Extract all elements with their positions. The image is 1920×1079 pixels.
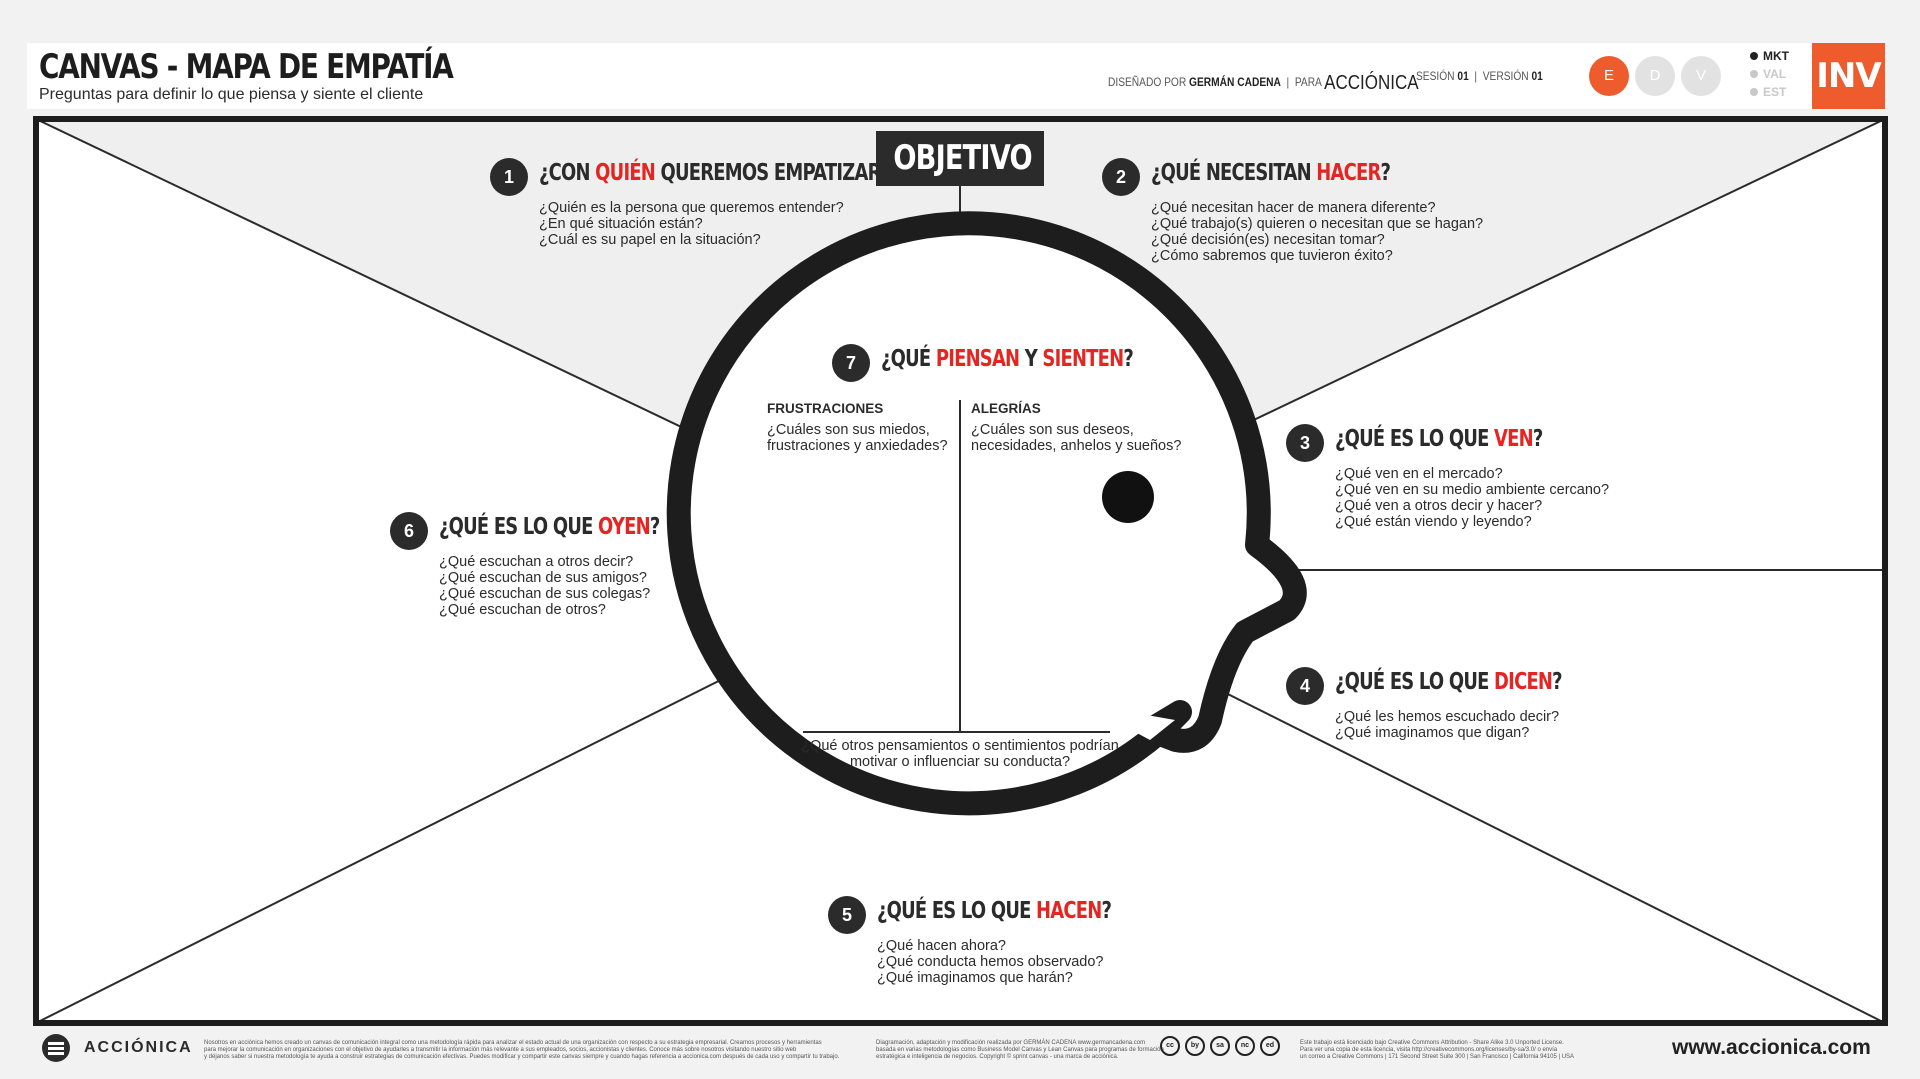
title-highlight: PIENSAN: [935, 346, 1020, 372]
section-questions: [877, 938, 1104, 986]
title-part: ¿QUÉ ES LO QUE: [1335, 426, 1495, 452]
section-number: 2: [1102, 158, 1140, 196]
bullet-icon: [1750, 70, 1758, 78]
section-number: 7: [832, 344, 870, 382]
question: ¿Qué ven en el mercado?: [1335, 466, 1503, 482]
question: motivar o influenciar su conducta?: [849, 754, 1071, 770]
question: ¿Qué necesitan hacer de manera diferente?: [1151, 200, 1436, 216]
question: ¿Qué imaginamos que digan?: [1335, 725, 1530, 741]
title-highlight: VEN: [1494, 426, 1533, 452]
tag-val[interactable]: [1750, 67, 1786, 81]
cc-by-icon: by: [1185, 1036, 1205, 1056]
section-title: [539, 160, 890, 186]
phase-v-button[interactable]: V: [1681, 56, 1721, 96]
question: ¿Qué trabajo(s) quieren o necesitan que se hagan?: [1151, 216, 1484, 232]
title-part: ¿QUÉ ES LO QUE: [439, 514, 599, 540]
fine-line: Para ver una copia de esta licencia, visita http://creativecommons.org/licenses/by-sa/3.0/ o envía: [1300, 1047, 1558, 1053]
footer-brand: ACCIÓNICA: [84, 1039, 193, 1056]
question: ¿Cuál es su papel en la situación?: [539, 232, 761, 248]
title-part: ?: [1380, 160, 1391, 186]
title-part: ?: [1552, 669, 1562, 695]
question: ¿Cómo sabremos que tuvieron éxito?: [1151, 248, 1393, 264]
question: ¿Cuáles son sus deseos,: [971, 422, 1134, 438]
section-questions: [1335, 466, 1609, 530]
question: necesidades, anhelos y sueños?: [971, 438, 1182, 454]
section-number: 5: [828, 896, 866, 934]
joys-heading: ALEGRÍAS: [971, 401, 1041, 416]
frustrations-heading: FRUSTRACIONES: [767, 401, 884, 416]
session-label: SESIÓN: [1416, 69, 1455, 83]
footer: [0, 1030, 1920, 1079]
question: ¿Qué están viendo y leyendo?: [1335, 514, 1532, 530]
title-part: QUEREMOS EMPATIZAR?: [655, 160, 891, 186]
title-highlight: HACEN: [1036, 898, 1102, 924]
frustrations-questions: [767, 422, 948, 454]
section-questions: [1151, 200, 1483, 264]
section-questions: [1335, 709, 1559, 741]
objective-label: [876, 131, 1044, 186]
question: ¿Qué ven en su medio ambiente cercano?: [1335, 482, 1610, 498]
version-label: VERSIÓN: [1482, 69, 1529, 83]
section-number: 3: [1286, 424, 1324, 462]
client-brand: ACCIÓNICA: [1324, 72, 1419, 94]
for-label: PARA: [1294, 75, 1322, 89]
tag-label: MKT: [1763, 49, 1789, 63]
cc-nc-icon: nc: [1235, 1036, 1255, 1056]
fine-line: basada en varias metodologías como Business Model Canvas y Lean Canvas para programas de formación: [876, 1047, 1164, 1053]
bullet-icon: [1750, 52, 1758, 60]
bullet-icon: [1750, 88, 1758, 96]
question: ¿Qué conducta hemos observado?: [877, 954, 1104, 970]
phase-e-button[interactable]: E: [1589, 56, 1629, 96]
question: ¿Quién es la persona que queremos entender?: [539, 200, 844, 216]
section-title: [1335, 426, 1543, 452]
cc-ed-icon: ed: [1260, 1036, 1280, 1056]
question: ¿Qué otros pensamientos o sentimientos podrían: [801, 738, 1119, 754]
fine-line: para mejorar la comunicación en organizaciones con el objetivo de ayudarles a transmitir la información más relevante a sus empleados, socios, accionistas y clientes. Conoce más sobre nosotros visitando nuestro sitio web: [204, 1047, 797, 1053]
section-title: [881, 346, 1133, 372]
title-part: ¿CON: [539, 160, 596, 186]
website-link[interactable]: www.accionica.com: [1672, 1036, 1871, 1059]
question: ¿Cuáles son sus miedos,: [767, 422, 930, 438]
title-part: ¿QUÉ NECESITAN: [1151, 160, 1317, 186]
question: ¿Qué escuchan de sus colegas?: [439, 586, 651, 602]
section-title: [877, 898, 1111, 924]
question: ¿Qué imaginamos que harán?: [877, 970, 1073, 986]
header: [27, 43, 1885, 109]
other-thoughts-question: [800, 738, 1120, 770]
question: frustraciones y anxiedades?: [767, 438, 948, 454]
title-highlight: DICEN: [1494, 669, 1553, 695]
title-highlight: OYEN: [598, 514, 650, 540]
question: ¿Qué decisión(es) necesitan tomar?: [1151, 232, 1385, 248]
fine-line: un correo a Creative Commons | 171 Second Street Suite 300 | San Francisco | California 94105 | USA: [1300, 1054, 1575, 1060]
page-subtitle: Preguntas para definir lo que piensa y siente el cliente: [39, 86, 424, 103]
title-highlight: QUIÉN: [595, 160, 656, 186]
fine-line: estratégica e inteligencia de negocios. Copyright © sprint canvas - una marca de acciónica.: [876, 1054, 1119, 1060]
joys-questions: [971, 422, 1181, 454]
about-text: [204, 1040, 839, 1061]
question: ¿Qué les hemos escuchado decir?: [1335, 709, 1560, 725]
accionica-logo-icon: [40, 1032, 72, 1064]
section-title: [1151, 160, 1390, 186]
section-number: 4: [1286, 667, 1324, 705]
tag-label: EST: [1763, 85, 1787, 99]
phase-d-button[interactable]: D: [1635, 56, 1675, 96]
cc-sa-icon: sa: [1210, 1036, 1230, 1056]
section-questions: [539, 200, 844, 248]
cc-icon: cc: [1160, 1036, 1180, 1056]
fine-line: Nosotros en acciónica hemos creado un canvas de comunicación integral como una metodología rápida para analizar el estado actual de una organización con respecto a su estrategia empresarial. Creamos procesos y herramientas: [204, 1040, 822, 1046]
page-title: CANVAS - MAPA DE EMPATÍA: [39, 47, 453, 87]
question: ¿Qué escuchan de otros?: [439, 602, 606, 618]
eye: [1102, 471, 1154, 523]
question: ¿Qué escuchan de sus amigos?: [439, 570, 647, 586]
designed-by-label: DISEÑADO POR: [1108, 75, 1187, 89]
fine-line: y déjanos saber si nuestra metodología te ayuda a construir estrategias de comunicación efectivas. Puedes modificar y compartir este canvas siempre y cuando hagas referencia a accionica.com después de cada uso y compartir tu trabajo.: [204, 1054, 840, 1060]
designer-name: GERMÁN CADENA: [1189, 75, 1281, 89]
fine-line: Este trabajo está licenciado bajo Creative Commons Attribution - Share Alike 3.0 Unported License.: [1300, 1040, 1564, 1046]
title-part: ?: [649, 514, 660, 540]
version-number: 01: [1531, 69, 1543, 83]
tag-est[interactable]: [1750, 85, 1786, 99]
designer-info: DISEÑADO POR GERMÁN CADENA | PARA ACCIÓNICA: [1108, 72, 1419, 94]
title-part: ?: [1532, 426, 1543, 452]
title-part: ¿QUÉ: [881, 346, 936, 372]
question: ¿En qué situación están?: [539, 216, 703, 232]
credits-text: [876, 1040, 1164, 1061]
title-part: ?: [1123, 346, 1133, 372]
tag-mkt[interactable]: [1750, 49, 1789, 63]
tag-label: VAL: [1763, 67, 1787, 81]
session-number: 01: [1457, 69, 1469, 83]
license-text: [1300, 1040, 1574, 1061]
title-part: ?: [1101, 898, 1112, 924]
section-title: [1335, 669, 1562, 695]
section-number: 1: [490, 158, 528, 196]
title-part: ¿QUÉ ES LO QUE: [1335, 669, 1495, 695]
section-title: [439, 514, 659, 540]
section-number: 6: [390, 512, 428, 550]
title-highlight: SIENTEN: [1042, 346, 1124, 372]
fine-line: Diagramación, adaptación y modificación realizada por GERMÁN CADENA www.germancadena.com: [876, 1040, 1146, 1046]
objective-text: OBJETIVO: [893, 138, 1032, 178]
question: ¿Qué ven a otros decir y hacer?: [1335, 498, 1543, 514]
question: ¿Qué hacen ahora?: [877, 938, 1006, 954]
session-info: SESIÓN 01 | VERSIÓN 01: [1416, 69, 1543, 83]
question: ¿Qué escuchan a otros decir?: [439, 554, 634, 570]
section-questions: [439, 554, 650, 618]
inv-badge: INV: [1812, 43, 1885, 109]
title-part: Y: [1019, 346, 1043, 372]
title-highlight: HACER: [1316, 160, 1381, 186]
title-part: ¿QUÉ ES LO QUE: [877, 898, 1037, 924]
